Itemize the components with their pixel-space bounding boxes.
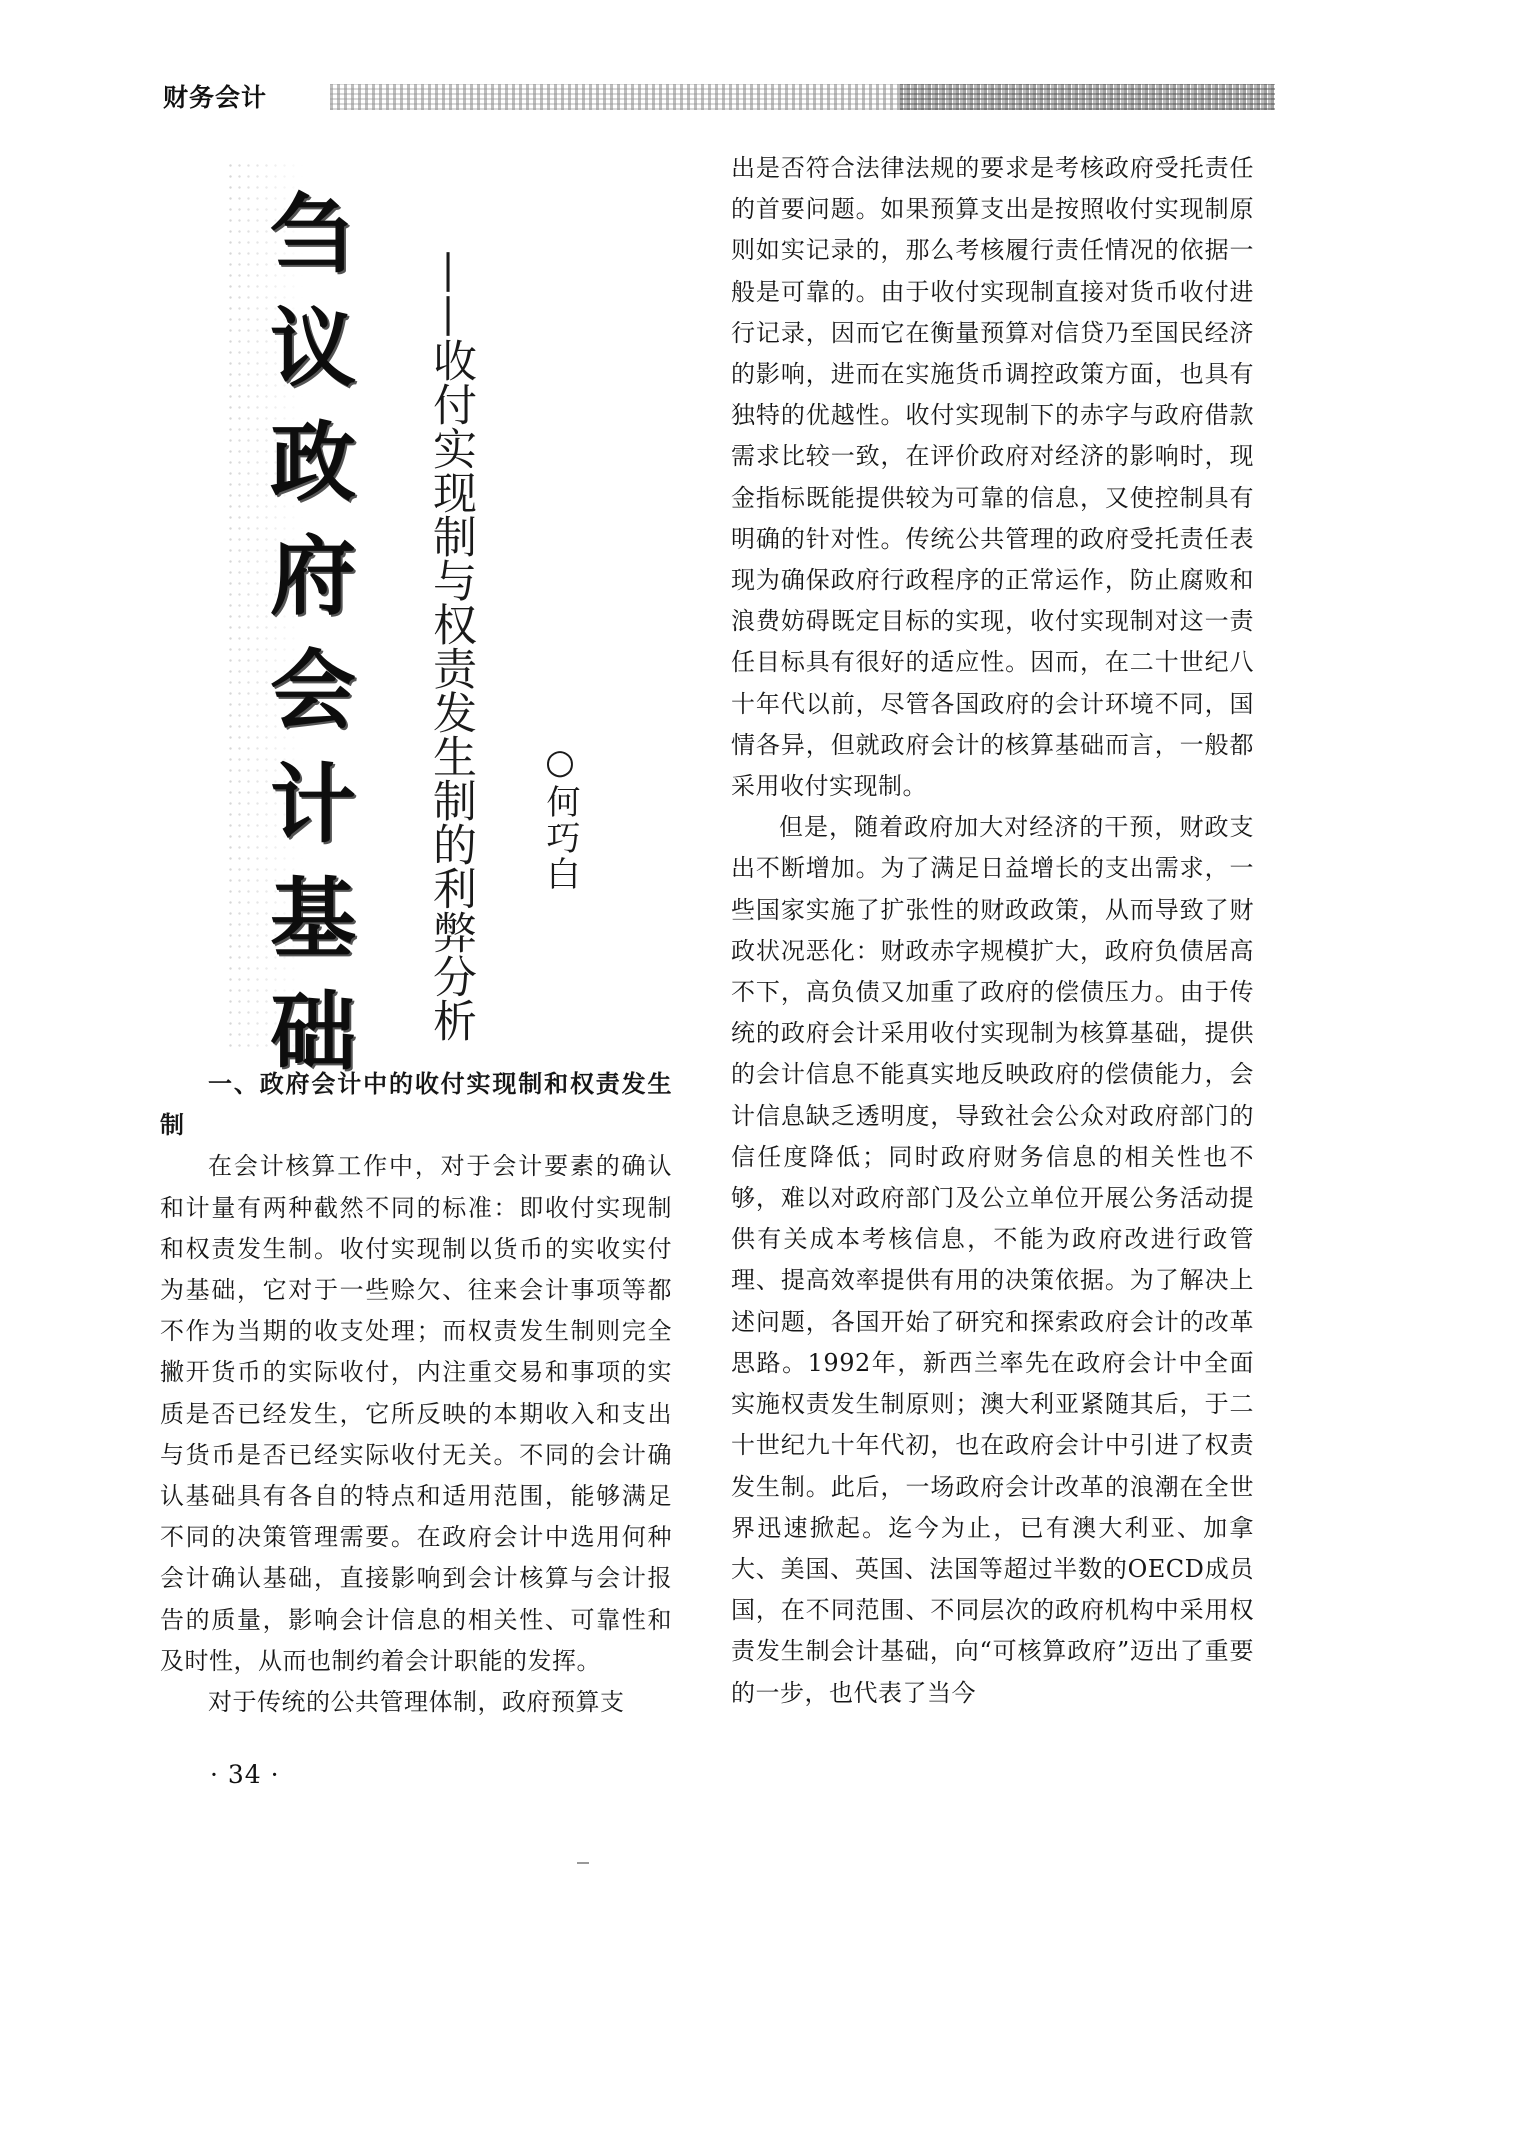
right-column: [731, 148, 1254, 1714]
body-paragraph: 出是否符合法律法规的要求是考核政府受托责任的首要问题。如果预算支出是按照收付实现制原则如实记录的，那么考核履行责任情况的依据一般是可靠的。由于收付实现制直接对货币收付进行记录，因而它在衡量预算对信贷乃至国民经济的影响，进而在实施货币调控政策方面，也具有独特的优越性。收付实现制下的赤字与政府借款需求比较一致，在评价政府对经济的影响时，现金指标既能提供较为可靠的信息，又使控制具有明确的针对性。传统公共管理的政府受托责任表现为确保政府行政程序的正常运作，防止腐败和浪费妨碍既定目标的实现，收付实现制对这一责任目标具有很好的适应性。因而，在二十世纪八十年代以前，尽管各国政府的会计环境不同，国情各异，但就政府会计的核算基础而言，一般都采用收付实现制。: [731, 154, 1254, 801]
title-char: 刍: [270, 185, 356, 285]
article-subtitle: ——收付实现制与权责发生制的利弊分析: [425, 250, 476, 1042]
body-paragraph: 对于传统的公共管理体制，政府预算支: [208, 1688, 625, 1717]
title-char: 议: [270, 299, 356, 399]
section-heading: 一、政府会计中的收付实现制和权责发生制: [160, 1070, 672, 1140]
scan-mark: [577, 1862, 589, 1864]
title-char: 计: [270, 755, 356, 855]
body-paragraph: 在会计核算工作中，对于会计要素的确认和计量有两种截然不同的标准：即收付实现制和权责发生制。收付实现制以货币的实收实付为基础，它对于一些赊欠、往来会计事项等都不作为当期的收支处理；而权责发生制则完全撇开货币的实际收付，内注重交易和事项的实质是否已经发生，它所反映的本期收入和支出与货币是否已经实际收付无关。不同的会计确认基础具有各自的特点和适用范围，能够满足不同的决策管理需要。在政府会计中选用何种会计确认基础，直接影响到会计核算与会计报告的质量，影响会计信息的相关性、可靠性和及时性，从而也制约着会计职能的发挥。: [160, 1152, 672, 1675]
author-byline: ○何巧白: [540, 742, 580, 892]
article-title: [258, 178, 368, 1090]
running-header: 财务会计: [163, 83, 268, 112]
title-char: 府: [270, 527, 356, 627]
title-char: 政: [270, 413, 356, 513]
body-paragraph: 但是，随着政府加大对经济的干预，财政支出不断增加。为了满足日益增长的支出需求，一些国家实施了扩张性的财政政策，从而导致了财政状况恶化：财政赤字规模扩大，政府负债居高不下，高负债又加重了政府的偿债压力。由于传统的政府会计采用收付实现制为核算基础，提供的会计信息不能真实地反映政府的偿债能力，会计信息缺乏透明度，导致社会公众对政府部门的信任度降低；同时政府财务信息的相关性也不够，难以对政府部门及公立单位开展公务活动提供有关成本考核信息，不能为政府改进行政管理、提高效率提供有用的决策依据。为了解决上述问题，各国开始了研究和探索政府会计的改革思路。1992年，新西兰率先在政府会计中全面实施权责发生制原则；澳大利亚紧随其后，于二十世纪九十年代初，也在政府会计中引进了权责发生制。此后，一场政府会计改革的浪潮在全世界迅速掀起。迄今为止，已有澳大利亚、加拿大、美国、英国、法国等超过半数的OECD成员国，在不同范围、不同层次的政府机构中采用权责发生制会计基础，向“可核算政府”迈出了重要的一步，也代表了当今: [731, 813, 1254, 1707]
title-char: 会: [270, 641, 356, 741]
title-char: 础: [270, 983, 356, 1083]
page-number: · 34 ·: [210, 1760, 280, 1789]
title-char: 基: [270, 869, 356, 969]
header-decorative-band-dense: [900, 84, 1275, 110]
left-column: [160, 1064, 672, 1723]
